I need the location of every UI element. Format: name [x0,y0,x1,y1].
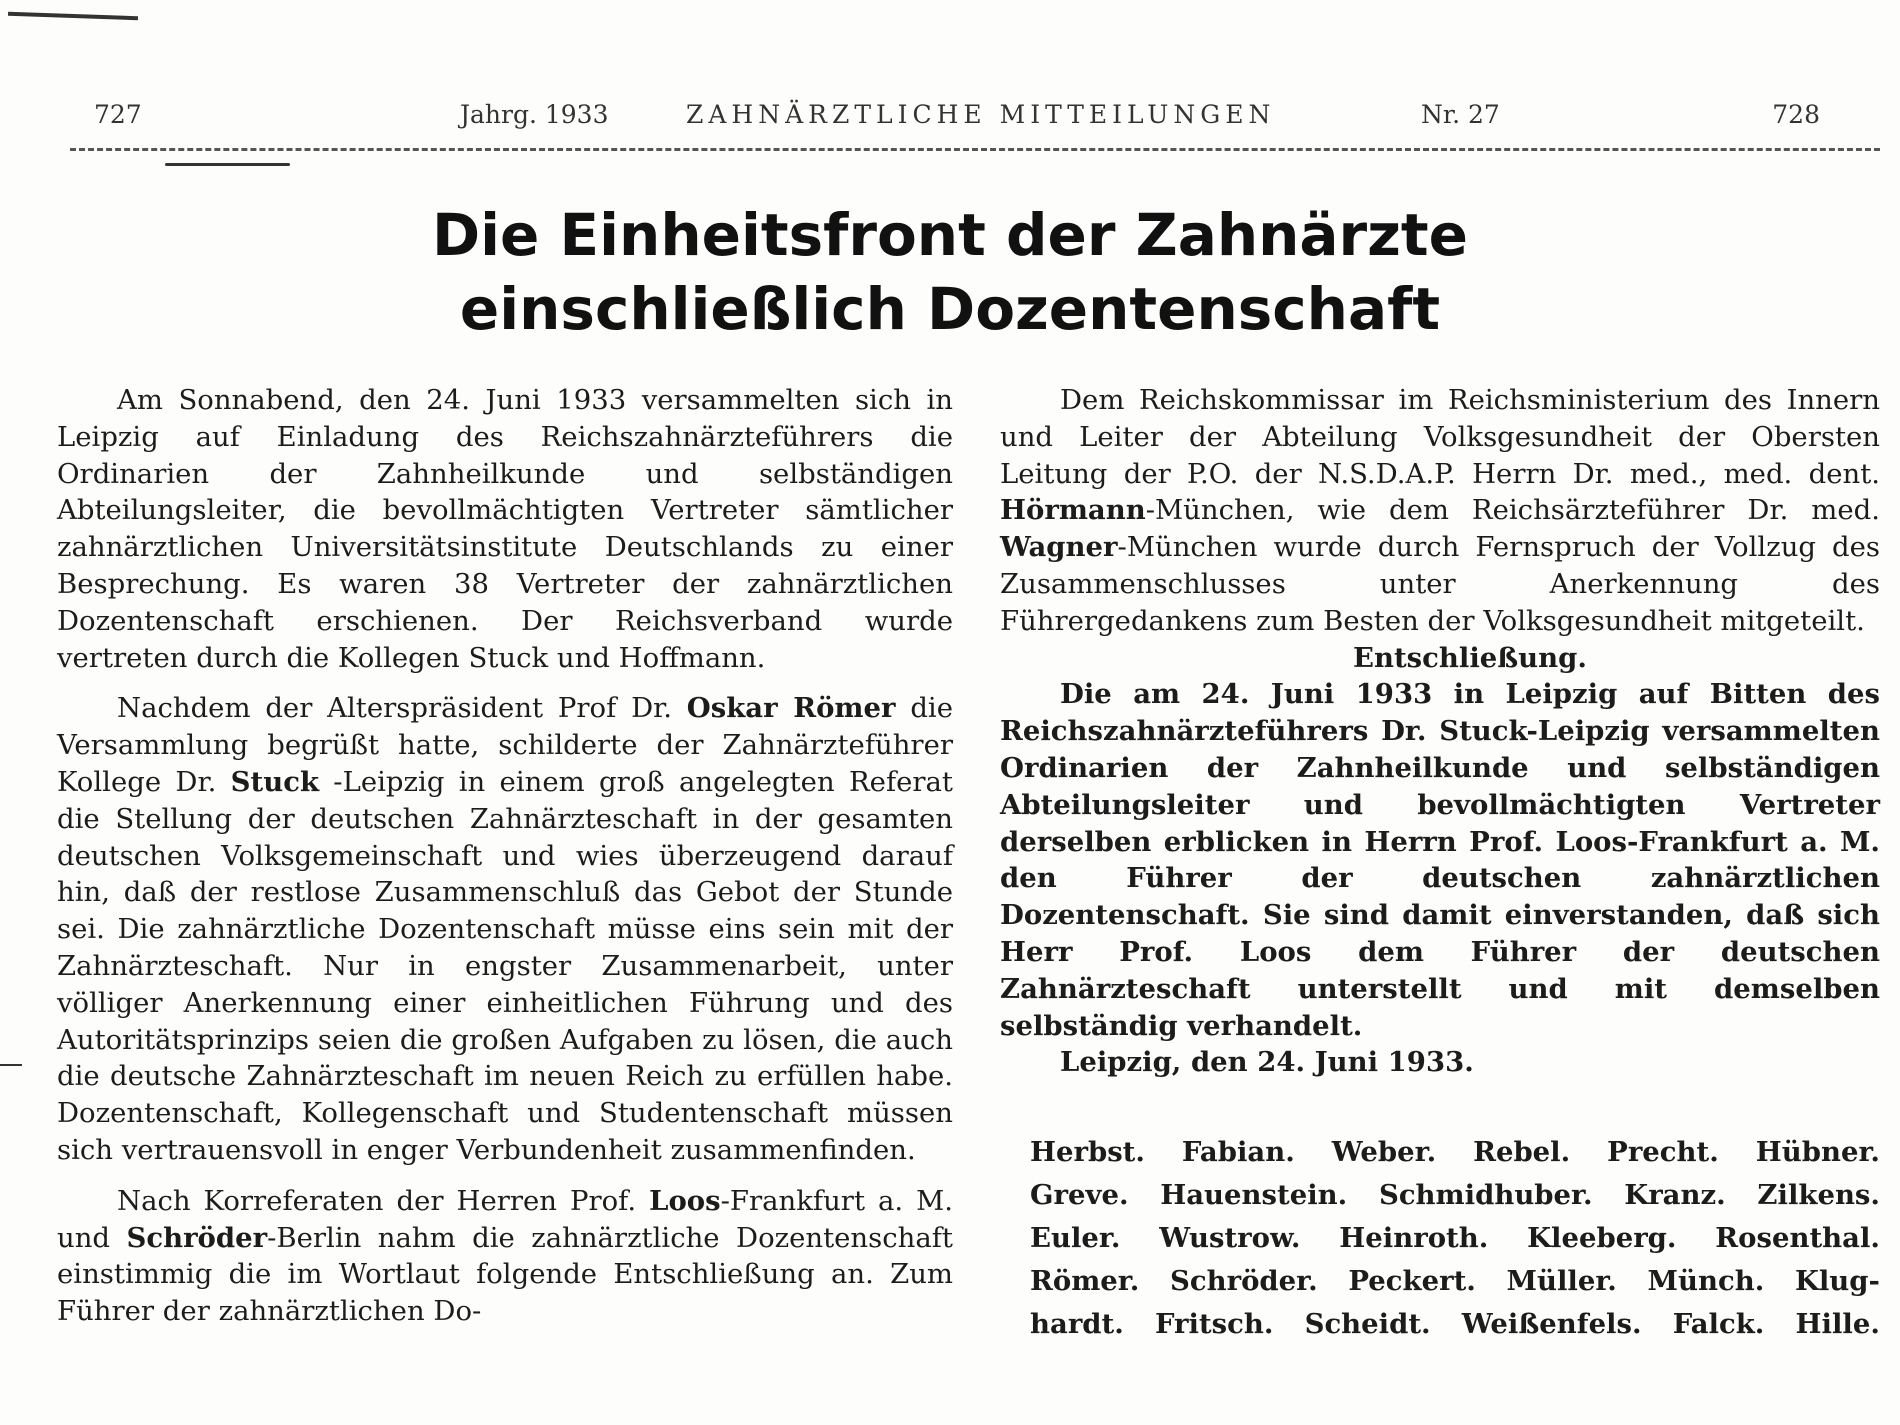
signatory-name: Münch. [1647,1265,1765,1298]
text-run: -Berlin nahm die zahnärztliche Dozentenschaft einstimmig die im Wortlaut folgende Entschließung an. Zum Führer der zahnärztlichen Do- [57,1221,953,1328]
name-hoermann: Hörmann [1000,494,1146,527]
signatory-name: Heinroth. [1339,1222,1489,1255]
signatory-name: Euler. [1030,1222,1121,1255]
name-loos: Loos [649,1184,721,1217]
title-line-2: einschließlich Dozentenschaft [459,275,1441,343]
signatory-name: Herbst. [1030,1136,1145,1169]
name-schroeder: Schröder [126,1221,268,1254]
scan-mark-top-left [8,12,138,21]
signatory-name: Hille. [1795,1308,1880,1341]
journal-title: ZAHNÄRZTLICHE MITTEILUNGEN [686,100,1276,129]
right-column [1000,382,1880,1346]
paragraph-coreports [57,1183,953,1330]
signatory-name: Greve. [1030,1179,1129,1212]
signatory-row [1030,1303,1880,1346]
signatory-name: Hauenstein. [1160,1179,1348,1212]
text-run: die Versammlung begrüßt hatte, schilderte der Zahnärzteführer Kollege Dr. [57,692,953,798]
signatory-name: Schröder. [1170,1265,1318,1298]
page-number-left: 727 [94,100,142,129]
left-column [57,382,953,1330]
scan-mark-left-edge [0,1064,22,1066]
resolution-heading: Entschließung. [1353,641,1587,674]
header-rule [70,148,1880,151]
text-run: Dem Reichskommissar im Reichsministerium des Innern und Leiter der Abteilung Volksgesundheit der Obersten Leitung der P.O. der N.S.D.A.P. Herrn Dr. med., med. dent. [1000,384,1880,490]
signatory-name: Müller. [1506,1265,1617,1298]
scan-mark-margin [165,163,290,166]
signatory-name: Fabian. [1181,1136,1295,1169]
signatory-name: Peckert. [1348,1265,1476,1298]
name-roemer: Oskar Römer [686,692,896,725]
signatory-name: Falck. [1672,1308,1765,1341]
text-run: -München, wie dem Reichsärzteführer Dr. med. [1145,494,1880,527]
signatory-row [1030,1131,1880,1174]
signatory-name: hardt. [1030,1308,1124,1341]
name-stuck: Stuck [230,765,319,798]
signatory-name: Hübner. [1755,1136,1880,1169]
text-run: Nachdem der Alterspräsident Prof Dr. [117,692,687,725]
signatory-name: Fritsch. [1154,1308,1274,1341]
signatory-name: Weißenfels. [1461,1308,1642,1341]
signatory-name: Klug- [1794,1265,1880,1298]
signatory-name: Kranz. [1624,1179,1726,1212]
signatory-name: Weber. [1331,1136,1437,1169]
signatory-list [1030,1131,1880,1346]
paragraph-meeting: Am Sonnabend, den 24. Juni 1933 versammelten sich in Leipzig auf Einladung des Reichszahnärzteführers die Ordinarien der Zahnheilkunde und selbständigen Abteilungsleiter, die bevollmächtigten Vertreter sämtlicher zahnärztlichen Universitätsinstitute Deutschlands zu einer Besprechung. Es waren 38 Vertreter der zahnärztlichen Dozentenschaft erschienen. Der Reichsverband wurde vertreten durch die Kollegen Stuck und Hoffmann. [57,384,953,674]
signatory-name: Rebel. [1473,1136,1571,1169]
name-wagner: Wagner [1000,531,1118,564]
signatory-name: Kleeberg. [1527,1222,1677,1255]
article-title [0,198,1900,346]
signatory-row [1030,1217,1880,1260]
volume-year: Jahrg. 1933 [460,100,609,129]
paragraph-speech [57,690,953,1168]
signatory-row [1030,1260,1880,1303]
signatory-name: Wustrow. [1159,1222,1301,1255]
text-run: -München wurde durch Fernspruch der Vollzug des Zusammenschlusses unter Anerkennung des Führergedankens zum Besten der Volksgesundheit mitgeteilt. [1000,531,1880,637]
text-run: -Frankfurt a. M. und [57,1184,953,1254]
running-header [80,100,1860,140]
title-line-1: Die Einheitsfront der Zahnärzte [432,201,1468,269]
signatory-name: Scheidt. [1304,1308,1431,1341]
signatory-name: Schmidhuber. [1378,1179,1593,1212]
signatory-row [1030,1174,1880,1217]
signoff-date: Leipzig, den 24. Juni 1933. [1060,1046,1474,1079]
signatory-name: Zilkens. [1757,1179,1880,1212]
signatory-name: Rosenthal. [1715,1222,1880,1255]
resolution-text: Die am 24. Juni 1933 in Leipzig auf Bitten des Reichszahnärzteführers Dr. Stuck-Leipzig versammelten Ordinarien der Zahnheilkunde und selbständigen Abteilungsleiter und bevollmächtigten Vertreter derselben erblicken in Herrn Prof. Loos-Frankfurt a. M. den Führer der deutschen zahnärztlichen Dozentenschaft. Sie sind damit einverstanden, daß sich Herr Prof. Loos dem Führer der deutschen Zahnärzteschaft unterstellt und mit demselben selbständig verhandelt. [1000,678,1880,1042]
text-run: -Leipzig in einem groß angelegten Referat die Stellung der deutschen Zahnärzteschaft in der gesamten deutschen Volksgemeinschaft und wies überzeugend darauf hin, daß der restlose Zusammenschluß das Gebot der Stunde sei. Die zahnärztliche Dozentenschaft müsse eins sein mit der Zahnärzteschaft. Nur in engster Zusammenarbeit, unter völliger Anerkennung einer einheitlichen Führung und des Autoritätsprinzips seien die großen Aufgaben zu lösen, die auch die deutsche Zahnärzteschaft im neuen Reich zu erfüllen habe. Dozentenschaft, Kollegenschaft und Studentenschaft müssen sich vertrauensvoll in enger Verbundenheit zusammenfinden. [57,765,953,1166]
page-number-right: 728 [1772,100,1820,129]
paragraph-notification [1000,382,1880,640]
signatory-name: Precht. [1607,1136,1719,1169]
issue-number: Nr. 27 [1421,100,1500,129]
text-run: Nach Korreferaten der Herren Prof. [117,1184,650,1217]
signatory-name: Römer. [1030,1265,1140,1298]
